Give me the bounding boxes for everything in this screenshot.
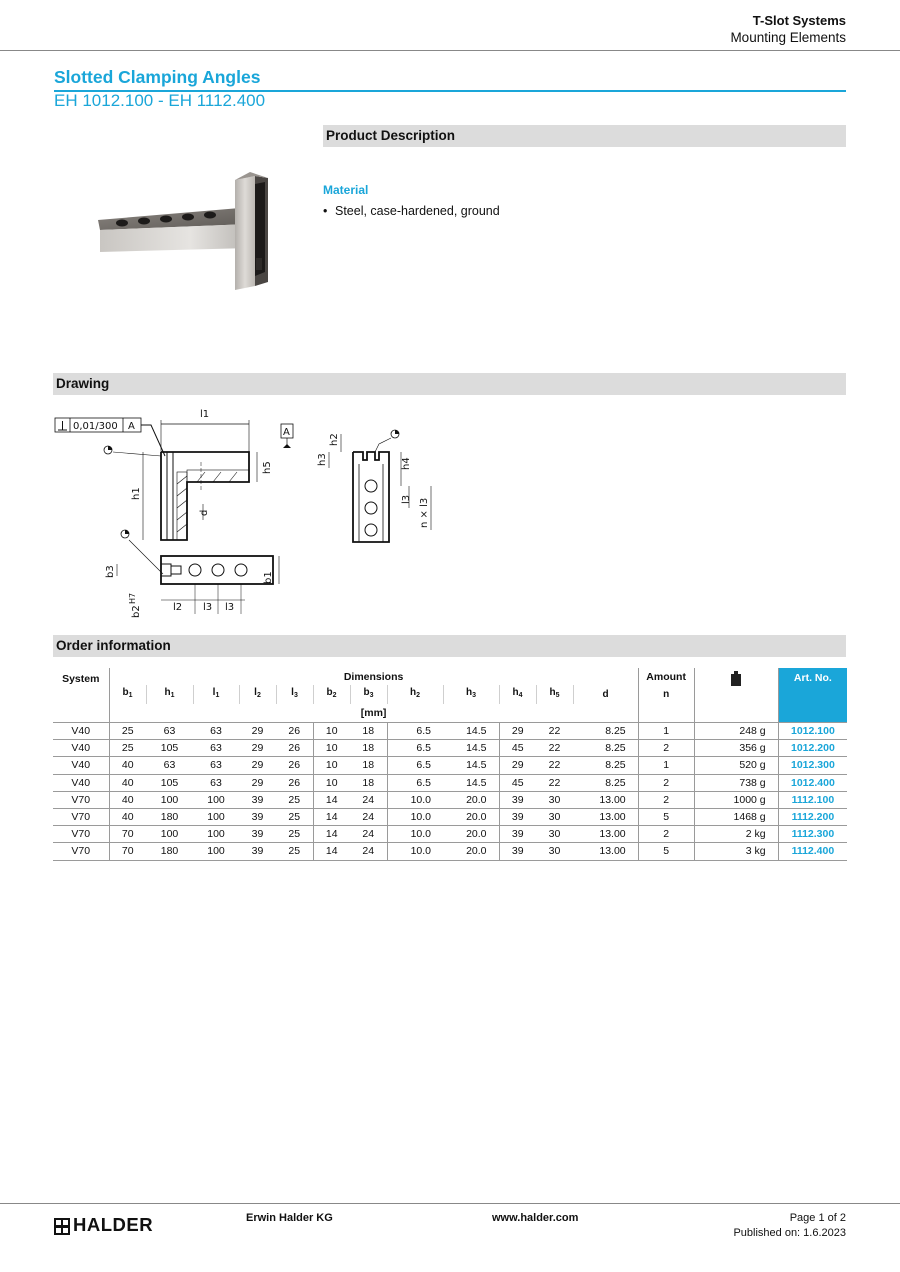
cell-b1: 70 bbox=[109, 843, 146, 860]
cell-h2: 6.5 bbox=[387, 723, 443, 740]
product-photo bbox=[90, 168, 280, 298]
table-header-row bbox=[53, 668, 847, 685]
cell-system: V70 bbox=[53, 791, 109, 808]
cell-b1: 25 bbox=[109, 740, 146, 757]
cell-d: 13.00 bbox=[573, 843, 638, 860]
article-number[interactable]: 1112.300 bbox=[778, 826, 847, 843]
col-weight bbox=[694, 668, 778, 723]
cell-h5: 30 bbox=[536, 826, 573, 843]
header-subcategory: Mounting Elements bbox=[730, 30, 846, 45]
label-h5: h5 bbox=[262, 461, 273, 474]
cell-l1: 100 bbox=[193, 808, 239, 825]
cell-h4: 39 bbox=[499, 826, 536, 843]
cell-d: 13.00 bbox=[573, 826, 638, 843]
cell-h1: 63 bbox=[146, 723, 193, 740]
table-row bbox=[53, 791, 847, 808]
cell-l1: 63 bbox=[193, 740, 239, 757]
dim-l3: $l_3$ bbox=[276, 685, 313, 704]
halder-logo-icon bbox=[54, 1218, 70, 1235]
dim-h2: $h_2$ bbox=[387, 685, 443, 704]
cell-b3: 18 bbox=[350, 774, 387, 791]
cell-b3: 18 bbox=[350, 740, 387, 757]
cell-l1: 63 bbox=[193, 723, 239, 740]
cell-b2: 10 bbox=[313, 774, 350, 791]
order-table bbox=[53, 668, 847, 861]
cell-weight: 356 g bbox=[694, 740, 778, 757]
cell-h3: 14.5 bbox=[443, 723, 499, 740]
material-label: Material bbox=[323, 183, 369, 197]
dim-l1: $l_1$ bbox=[193, 685, 239, 704]
cell-n: 5 bbox=[638, 808, 694, 825]
cell-h5: 30 bbox=[536, 843, 573, 860]
cell-h1: 105 bbox=[146, 774, 193, 791]
product-range: EH 1012.100 - EH 1112.400 bbox=[54, 91, 266, 110]
article-number[interactable]: 1012.100 bbox=[778, 723, 847, 740]
cell-l2: 29 bbox=[239, 774, 276, 791]
bullet: • bbox=[323, 204, 328, 218]
cell-l2: 39 bbox=[239, 826, 276, 843]
col-dimensions: Dimensions bbox=[109, 668, 638, 685]
cell-h4: 29 bbox=[499, 757, 536, 774]
article-number[interactable]: 1112.400 bbox=[778, 843, 847, 860]
cell-h3: 14.5 bbox=[443, 740, 499, 757]
cell-l3: 26 bbox=[276, 774, 313, 791]
cell-h3: 14.5 bbox=[443, 774, 499, 791]
col-system: System bbox=[53, 668, 109, 723]
cell-system: V40 bbox=[53, 740, 109, 757]
cell-system: V70 bbox=[53, 826, 109, 843]
label-h2: h2 bbox=[329, 433, 340, 446]
material-item-text: Steel, case-hardened, ground bbox=[335, 204, 500, 218]
product-description-heading: Product Description bbox=[323, 125, 846, 147]
label-l3-b: l3 bbox=[225, 602, 235, 613]
unit-mm: [mm] bbox=[109, 704, 638, 723]
cell-l1: 63 bbox=[193, 757, 239, 774]
article-number[interactable]: 1012.300 bbox=[778, 757, 847, 774]
cell-system: V40 bbox=[53, 774, 109, 791]
footer-published: Published on: 1.6.2023 bbox=[733, 1227, 846, 1239]
cell-h1: 100 bbox=[146, 826, 193, 843]
datum-a: A bbox=[283, 427, 290, 438]
cell-weight: 738 g bbox=[694, 774, 778, 791]
article-number[interactable]: 1012.200 bbox=[778, 740, 847, 757]
cell-b2: 14 bbox=[313, 791, 350, 808]
cell-system: V70 bbox=[53, 843, 109, 860]
cell-b2: 14 bbox=[313, 826, 350, 843]
cell-b1: 70 bbox=[109, 826, 146, 843]
cell-h2: 6.5 bbox=[387, 740, 443, 757]
label-d: d bbox=[199, 509, 210, 516]
cell-h4: 45 bbox=[499, 774, 536, 791]
label-h4: h4 bbox=[401, 457, 412, 470]
label-b1: b1 bbox=[263, 571, 274, 584]
cell-h3: 20.0 bbox=[443, 843, 499, 860]
cell-b3: 24 bbox=[350, 808, 387, 825]
cell-h5: 22 bbox=[536, 774, 573, 791]
cell-h4: 39 bbox=[499, 808, 536, 825]
cell-h4: 39 bbox=[499, 791, 536, 808]
article-number[interactable]: 1112.200 bbox=[778, 808, 847, 825]
cell-h3: 20.0 bbox=[443, 791, 499, 808]
footer-website[interactable]: www.halder.com bbox=[492, 1212, 579, 1224]
label-b2: b2 bbox=[131, 605, 142, 618]
dim-h4: $h_4$ bbox=[499, 685, 536, 704]
article-number[interactable]: 1112.100 bbox=[778, 791, 847, 808]
material-item bbox=[323, 204, 500, 218]
dim-h5: $h_5$ bbox=[536, 685, 573, 704]
cell-h1: 63 bbox=[146, 757, 193, 774]
cell-l2: 39 bbox=[239, 808, 276, 825]
cell-h1: 180 bbox=[146, 843, 193, 860]
cell-d: 13.00 bbox=[573, 791, 638, 808]
label-l1: l1 bbox=[200, 409, 210, 420]
cell-weight: 2 kg bbox=[694, 826, 778, 843]
dim-b1: $b_1$ bbox=[109, 685, 146, 704]
cell-l3: 26 bbox=[276, 757, 313, 774]
cell-l2: 29 bbox=[239, 757, 276, 774]
brand-logo: HALDER bbox=[73, 1214, 154, 1235]
cell-l3: 25 bbox=[276, 826, 313, 843]
drawing-heading: Drawing bbox=[53, 373, 846, 395]
cell-n: 2 bbox=[638, 740, 694, 757]
cell-n: 2 bbox=[638, 774, 694, 791]
cell-b2: 14 bbox=[313, 843, 350, 860]
cell-h5: 22 bbox=[536, 740, 573, 757]
cell-d: 8.25 bbox=[573, 774, 638, 791]
cell-l1: 100 bbox=[193, 843, 239, 860]
dim-l2: $l_2$ bbox=[239, 685, 276, 704]
cell-h4: 39 bbox=[499, 843, 536, 860]
cell-l3: 26 bbox=[276, 740, 313, 757]
technical-drawing bbox=[53, 404, 453, 622]
cell-d: 13.00 bbox=[573, 808, 638, 825]
cell-l3: 25 bbox=[276, 843, 313, 860]
col-artno: Art. No. bbox=[778, 668, 847, 723]
cell-b1: 40 bbox=[109, 808, 146, 825]
page-title: Slotted Clamping Angles bbox=[54, 67, 261, 87]
cell-b1: 25 bbox=[109, 723, 146, 740]
cell-h3: 20.0 bbox=[443, 808, 499, 825]
dim-d: d bbox=[573, 685, 638, 704]
cell-b3: 18 bbox=[350, 723, 387, 740]
cell-h2: 10.0 bbox=[387, 791, 443, 808]
label-l3-a: l3 bbox=[203, 602, 213, 613]
cell-h2: 6.5 bbox=[387, 774, 443, 791]
cell-h4: 29 bbox=[499, 723, 536, 740]
label-l2: l2 bbox=[173, 602, 183, 613]
weight-icon bbox=[730, 671, 742, 686]
article-number[interactable]: 1012.400 bbox=[778, 774, 847, 791]
footer-divider bbox=[0, 1203, 900, 1204]
cell-b1: 40 bbox=[109, 757, 146, 774]
table-row bbox=[53, 774, 847, 791]
cell-h1: 180 bbox=[146, 808, 193, 825]
cell-system: V40 bbox=[53, 757, 109, 774]
tolerance-frame bbox=[55, 418, 165, 456]
cell-h3: 20.0 bbox=[443, 826, 499, 843]
cell-b3: 24 bbox=[350, 791, 387, 808]
label-h3: h3 bbox=[317, 453, 328, 466]
label-l3-c: l3 bbox=[401, 494, 412, 504]
cell-h5: 30 bbox=[536, 808, 573, 825]
cell-weight: 1000 g bbox=[694, 791, 778, 808]
cell-n: 2 bbox=[638, 826, 694, 843]
cell-h1: 100 bbox=[146, 791, 193, 808]
tolerance-datum: A bbox=[128, 421, 135, 432]
cell-b2: 10 bbox=[313, 757, 350, 774]
footer-page-number: Page 1 of 2 bbox=[789, 1212, 846, 1224]
cell-l2: 39 bbox=[239, 843, 276, 860]
cell-b2: 14 bbox=[313, 808, 350, 825]
footer-company: Erwin Halder KG bbox=[246, 1212, 333, 1224]
cell-h2: 10.0 bbox=[387, 826, 443, 843]
cell-h4: 45 bbox=[499, 740, 536, 757]
cell-b2: 10 bbox=[313, 740, 350, 757]
table-row bbox=[53, 843, 847, 860]
cell-b3: 24 bbox=[350, 843, 387, 860]
table-row bbox=[53, 808, 847, 825]
cell-h3: 14.5 bbox=[443, 757, 499, 774]
cell-system: V40 bbox=[53, 723, 109, 740]
label-nxl3: n × l3 bbox=[419, 497, 430, 528]
cell-l2: 29 bbox=[239, 740, 276, 757]
tolerance-value: 0,01/300 bbox=[73, 421, 118, 432]
cell-l2: 39 bbox=[239, 791, 276, 808]
cell-d: 8.25 bbox=[573, 740, 638, 757]
col-amount: Amount bbox=[638, 668, 694, 685]
cell-weight: 1468 g bbox=[694, 808, 778, 825]
cell-b1: 40 bbox=[109, 774, 146, 791]
cell-h5: 22 bbox=[536, 757, 573, 774]
dim-h3: $h_3$ bbox=[443, 685, 499, 704]
table-row bbox=[53, 740, 847, 757]
order-info-heading: Order information bbox=[53, 635, 846, 657]
cell-n: 5 bbox=[638, 843, 694, 860]
cell-l3: 25 bbox=[276, 808, 313, 825]
label-h1: h1 bbox=[131, 487, 142, 500]
cell-l1: 63 bbox=[193, 774, 239, 791]
dim-b3: $b_3$ bbox=[350, 685, 387, 704]
cell-d: 8.25 bbox=[573, 723, 638, 740]
header-divider bbox=[0, 50, 900, 51]
cell-h5: 22 bbox=[536, 723, 573, 740]
label-h7: H7 bbox=[128, 592, 137, 604]
cell-weight: 3 kg bbox=[694, 843, 778, 860]
table-row bbox=[53, 757, 847, 774]
dim-h1: $h_1$ bbox=[146, 685, 193, 704]
cell-system: V70 bbox=[53, 808, 109, 825]
dim-b2: $b_2$ bbox=[313, 685, 350, 704]
cell-l1: 100 bbox=[193, 791, 239, 808]
cell-b1: 40 bbox=[109, 791, 146, 808]
cell-n: 1 bbox=[638, 723, 694, 740]
cell-l3: 25 bbox=[276, 791, 313, 808]
cell-weight: 520 g bbox=[694, 757, 778, 774]
cell-d: 8.25 bbox=[573, 757, 638, 774]
header-category: T-Slot Systems bbox=[752, 13, 846, 28]
cell-b2: 10 bbox=[313, 723, 350, 740]
cell-b3: 18 bbox=[350, 757, 387, 774]
cell-l1: 100 bbox=[193, 826, 239, 843]
cell-n: 2 bbox=[638, 791, 694, 808]
amount-n: n bbox=[638, 685, 694, 704]
table-row bbox=[53, 723, 847, 740]
cell-h5: 30 bbox=[536, 791, 573, 808]
table-row bbox=[53, 826, 847, 843]
cell-weight: 248 g bbox=[694, 723, 778, 740]
cell-h2: 10.0 bbox=[387, 808, 443, 825]
label-b3: b3 bbox=[105, 565, 116, 578]
cell-n: 1 bbox=[638, 757, 694, 774]
cell-b3: 24 bbox=[350, 826, 387, 843]
cell-l3: 26 bbox=[276, 723, 313, 740]
cell-h1: 105 bbox=[146, 740, 193, 757]
cell-l2: 29 bbox=[239, 723, 276, 740]
cell-h2: 6.5 bbox=[387, 757, 443, 774]
cell-h2: 10.0 bbox=[387, 843, 443, 860]
